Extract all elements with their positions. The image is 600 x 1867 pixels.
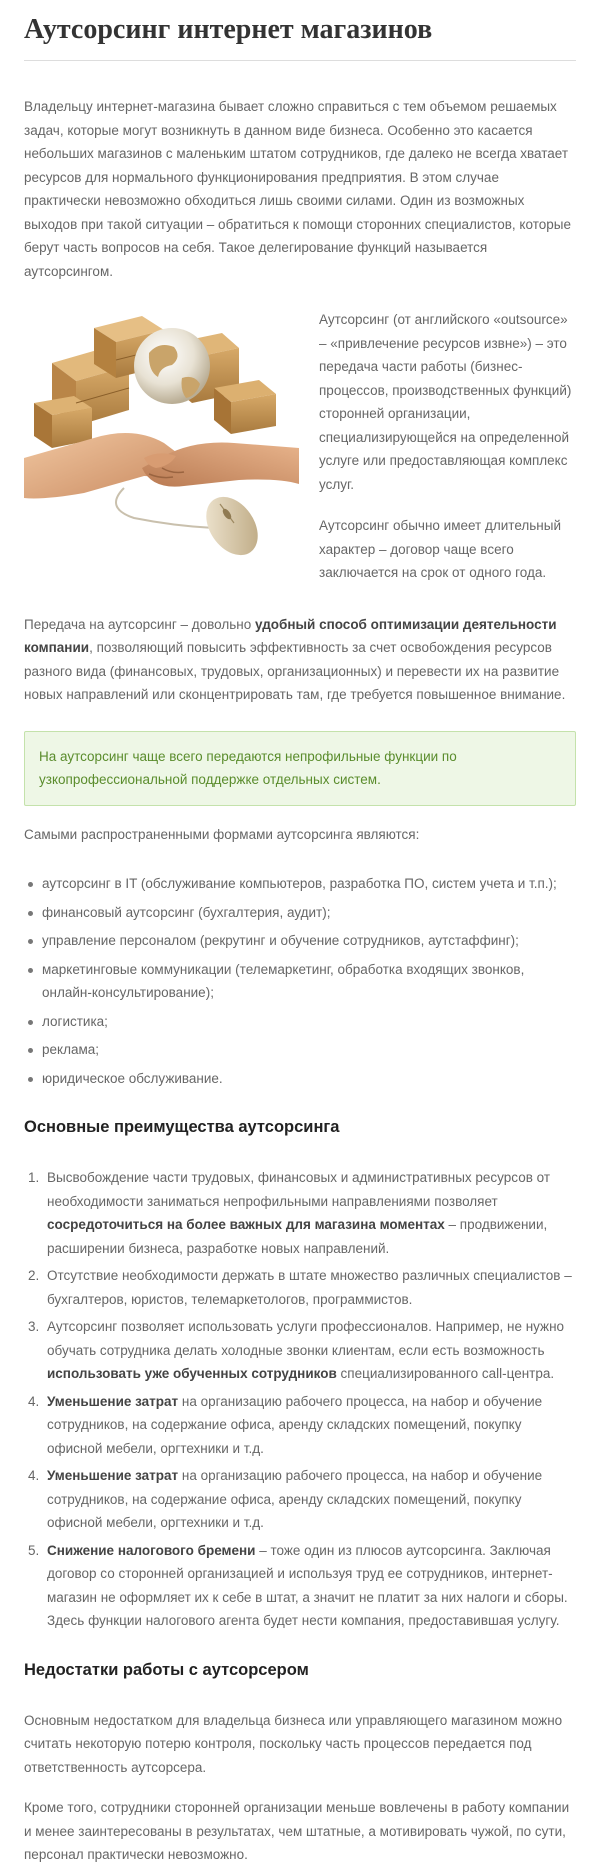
list-item: юридическое обслуживание.: [24, 1067, 576, 1091]
forms-lead: Самыми распространенными формами аутсорсинга являются:: [24, 826, 420, 842]
list-item: 3. Аутсорсинг позволяет использовать услуги профессионалов. Например, не нужно обучать сотрудника делать холодные звонки клиентам, если есть возможность использовать уже обученных сотрудников специализированного call-центра.: [28, 1319, 565, 1381]
list-item: логистика;: [24, 1010, 576, 1034]
page-title: Аутсорсинг интернет магазинов: [24, 14, 433, 45]
title-divider: [24, 60, 576, 61]
intro-paragraph: Владельцу интернет-магазина бывает сложно справиться с тем объемом решаемых задач, которые могут возникнуть в данном виде бизнеса. Особенно это касается небольших магазинов с маленьким штатом сотрудников, где далеко не всегда хватает ресурсов для нормального функционирования предприятия. В этом случае практически невозможно обходиться лишь своими силами. Один из возможных выходов при такой ситуации – обратиться к помощи сторонних специалистов, которые берут часть вопросов на себя. Такое делегирование функций называется аутсорсингом.: [24, 99, 571, 279]
list-item: управление персоналом (рекрутинг и обучение сотрудников, аутстаффинг);: [24, 929, 576, 953]
transfer-highlight: удобный способ оптимизации деятельности компании: [24, 616, 557, 655]
drawbacks-paragraph-1: Основным недостатком для владельца бизнеса или управляющего магазином можно считать некоторую потерю контроля, поскольку часть процессов передается под ответственность аутсорсера.: [24, 1712, 563, 1775]
list-item: финансовый аутсорсинг (бухгалтерия, аудит);: [24, 901, 576, 925]
advantages-heading: Основные преимущества аутсорсинга: [24, 1118, 340, 1136]
note-box: [24, 731, 576, 806]
definition-paragraph: Аутсорсинг (от английского «outsource» – «привлечение ресурсов извне») – это передача части работы (бизнес-процессов, производственных функций) сторонней организации, специализирующейся на определенной услуге или предоставляющая комплекс услуг.: [319, 312, 572, 492]
list-item: 4. Уменьшение затрат на организацию рабочего процесса, на набор и обучение сотрудников, на содержание офиса, аренду складских помещений, покупку офисной мебели, оргтехники и т.д.: [28, 1393, 543, 1456]
list-item: 1. Высвобождение части трудовых, финансовых и административных ресурсов от необходимости заниматься непрофильными направлениями позволяет сосредоточиться на более важных для магазина моментах – продвижении, расширении бизнеса, разработке новых направлений.: [28, 1170, 551, 1256]
handshake-boxes-globe-mouse-illustration: [24, 308, 299, 573]
drawbacks-heading: Недостатки работы с аутсорсером: [24, 1660, 309, 1679]
duration-paragraph: Аутсорсинг обычно имеет длительный характер – договор чаще всего заключается на срок от одного года.: [319, 518, 561, 580]
advantages-list: [24, 1166, 576, 1633]
transfer-paragraph: Передача на аутсорсинг – довольно удобный способ оптимизации деятельности компании, позволяющий повысить эффективность за счет освобождения ресурсов разного вида (финансовых, трудовых, организационных) и перевести их на развитие новых направлений или сконцентрировать там, где требуется повышенное внимание.: [24, 616, 566, 702]
list-item: аутсорсинг в IT (обслуживание компьютеров, разработка ПО, систем учета и т.п.);: [24, 872, 576, 896]
list-item: 4. Уменьшение затрат на организацию рабочего процесса, на набор и обучение сотрудников, на содержание офиса, аренду складских помещений, покупку офисной мебели, оргтехники и т.д.: [28, 1468, 543, 1530]
list-item: 5. Снижение налогового бремени – тоже один из плюсов аутсорсинга. Заключая договор со сторонней организацией и используя труд ее сотрудников, интернет-магазин не оформляет их к себе в штат, а значит не платит за них налоги и сборы. Здесь функции налогового агента будет нести компания, предоставившая услугу.: [28, 1542, 568, 1628]
note-text: На аутсорсинг чаще всего передаются непрофильные функции по узкопрофессиональной поддержке отдельных систем.: [39, 748, 457, 787]
list-item: реклама;: [24, 1038, 576, 1062]
definition-column: [319, 308, 576, 603]
forms-list: [24, 872, 576, 1090]
drawbacks-paragraph-2: Кроме того, сотрудники сторонней организации меньше вовлечены в работу компании и менее заинтересованы в результатах, чем штатные, а мотивировать чужой, по сути, персонал практически невозможно.: [24, 1800, 570, 1862]
list-item: 2. Отсутствие необходимости держать в штате множество различных специалистов – бухгалтеров, юристов, телемаркетологов, программистов.: [28, 1268, 572, 1307]
list-item: маркетинговые коммуникации (телемаркетинг, обработка входящих звонков, онлайн-консультирование);: [24, 958, 576, 1005]
illustrated-definition: [24, 308, 576, 603]
